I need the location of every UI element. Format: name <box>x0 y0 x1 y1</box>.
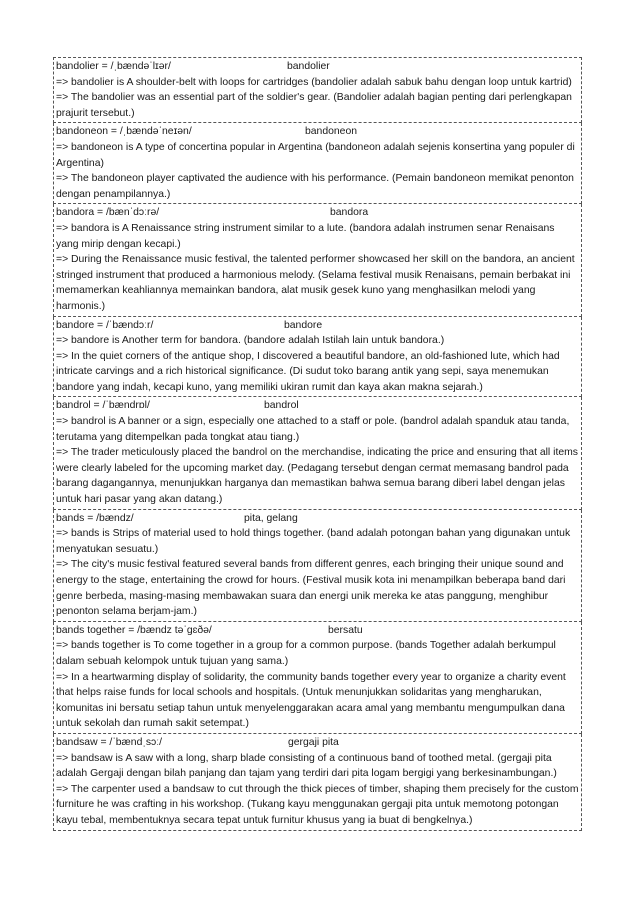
definition: => bandrol is A banner or a sign, especially one attached to a staff or pole. (bandrol adalah spanduk atau tanda, terutama yang ditempelkan pada tongkat atau tiang.) <box>56 416 570 443</box>
definition: => bandore is Another term for bandora. (bandore adalah Istilah lain untuk bandora.) <box>56 335 445 347</box>
definition: => bands is Strips of material used to hold things together. (band adalah potongan bahan yang digunakan untuk menyatukan sesuatu.) <box>56 528 571 555</box>
entry-bandolier <box>53 57 582 123</box>
headword: bands = /bændz/ <box>56 512 134 524</box>
translation: bandolier <box>287 61 330 72</box>
translation: bandora <box>330 207 369 219</box>
entry-bands <box>53 510 582 622</box>
definition: => bandoneon is A type of concertina popular in Argentina (bandoneon adalah sejenis konsertina yang populer di Argentina) <box>56 141 575 169</box>
translation: bandoneon <box>305 126 358 138</box>
translation: pita, gelang <box>244 512 298 524</box>
example: => The city's music festival featured several bands from different genres, each bringing their unique sound and energy to the stage, entertaining the crowd for hours. (Festival musik kota ini menampilkan beberapa band dari genre berbeda, masing-masing membawakan suara dan energi unik mereka ke atas panggung, menghibur penonton selama berjam-jam.) <box>56 559 566 618</box>
example: => During the Renaissance music festival, the talented performer showcased her skill on the bandora, an ancient stringed instrument that produced a harmonious melody. (Selama festival musik Renaisans, pemain berbakat ini memamerkan keahliannya memainkan bandora, alat musik gesek kuno yang menghasilkan melodi yang harmonis.) <box>56 254 575 312</box>
translation: bandrol <box>264 400 299 412</box>
headword: bandsaw = /ˈbændˌsɔː/ <box>56 736 162 748</box>
definition: => bandolier is A shoulder-belt with loops for cartridges (bandolier adalah sabuk bahu dengan loop untuk kartrid) <box>56 76 572 88</box>
entry-bandore <box>53 317 582 398</box>
vocabulary-list <box>53 57 582 831</box>
entry-bandora <box>53 204 582 316</box>
example: => The trader meticulously placed the bandrol on the merchandise, indicating the price and ensuring that all items were clearly labeled for the upcoming market day. (Pedagang tersebut dengan cermat memasang bandrol pada barang dagangannya, menunjukkan harganya dan memastikan bahwa semua barang diberi label dengan jelas untuk hari pasar yang akan datang.) <box>56 447 578 506</box>
example: => In the quiet corners of the antique shop, I discovered a beautiful bandore, an old-fashioned lute, which had intricate carvings and a rich historical significance. (Di sudut toko barang antik yang sepi, saya menemukan bandore yang indah, kecapi kuno, yang memiliki ukiran rumit dan kaya akan makna sejarah.) <box>56 350 560 393</box>
definition: => bandora is A Renaissance string instrument similar to a lute. (bandora adalah instrumen senar Renaisans yang mirip dengan kecapi.) <box>56 222 555 250</box>
headword: bandora = /bænˈdɔːrə/ <box>56 207 160 219</box>
translation: gergaji pita <box>288 736 339 748</box>
headword: bands together = /bændz təˈɡɛðə/ <box>56 624 212 636</box>
entry-header <box>56 398 579 414</box>
entry-bandrol <box>53 397 582 509</box>
entry-header <box>56 124 579 140</box>
example: => The bandoneon player captivated the audience with his performance. (Pemain bandoneon memikat penonton dengan penampilannya.) <box>56 173 574 200</box>
headword: bandolier = /ˌbændəˈlɪər/ <box>56 61 171 72</box>
translation: bandore <box>284 319 323 331</box>
entry-bandsaw <box>53 734 582 831</box>
entry-header <box>56 735 579 751</box>
headword: bandoneon = /ˌbændəˈneɪən/ <box>56 126 192 138</box>
entry-header <box>56 205 579 221</box>
entry-header <box>56 59 579 75</box>
entry-header <box>56 511 579 527</box>
definition: => bandsaw is A saw with a long, sharp blade consisting of a continuous band of toothed metal. (gergaji pita adalah Gergaji dengan bilah panjang dan tajam yang terdiri dari pita logam bergigi yang berkesinambungan.) <box>56 752 557 780</box>
example: => The carpenter used a bandsaw to cut through the thick pieces of timber, shaping them precisely for the custom furniture he was crafting in his workshop. (Tukang kayu menggunakan gergaji pita untuk memotong potongan kayu tebal, membentuknya secara tepat untuk furnitur khusus yang ia buat di bengkelnya.) <box>56 783 579 826</box>
definition: => bands together is To come together in a group for a common purpose. (bands Together adalah berkumpul dalam sebuah kelompok untuk tujuan yang sama.) <box>56 640 556 667</box>
example: => The bandolier was an essential part of the soldier's gear. (Bandolier adalah bagian penting dari perlengkapan prajurit tersebut.) <box>56 92 572 119</box>
entry-header <box>56 318 579 334</box>
translation: bersatu <box>328 624 363 636</box>
example: => In a heartwarming display of solidarity, the community bands together every year to organize a charity event that helps raise funds for local schools and hospitals. (Untuk menunjukkan solidaritas yang mengharukan, komunitas ini bersatu setiap tahun untuk menyelenggarakan acara amal yang membantu mengumpulkan dana untuk sekolah dan rumah sakit setempat.) <box>56 671 566 730</box>
entry-header <box>56 623 579 639</box>
headword: bandore = /ˈbændɔːr/ <box>56 319 154 331</box>
entry-bandoneon <box>53 123 582 204</box>
headword: bandrol = /ˈbændrɒl/ <box>56 400 150 412</box>
entry-bands-together <box>53 622 582 734</box>
